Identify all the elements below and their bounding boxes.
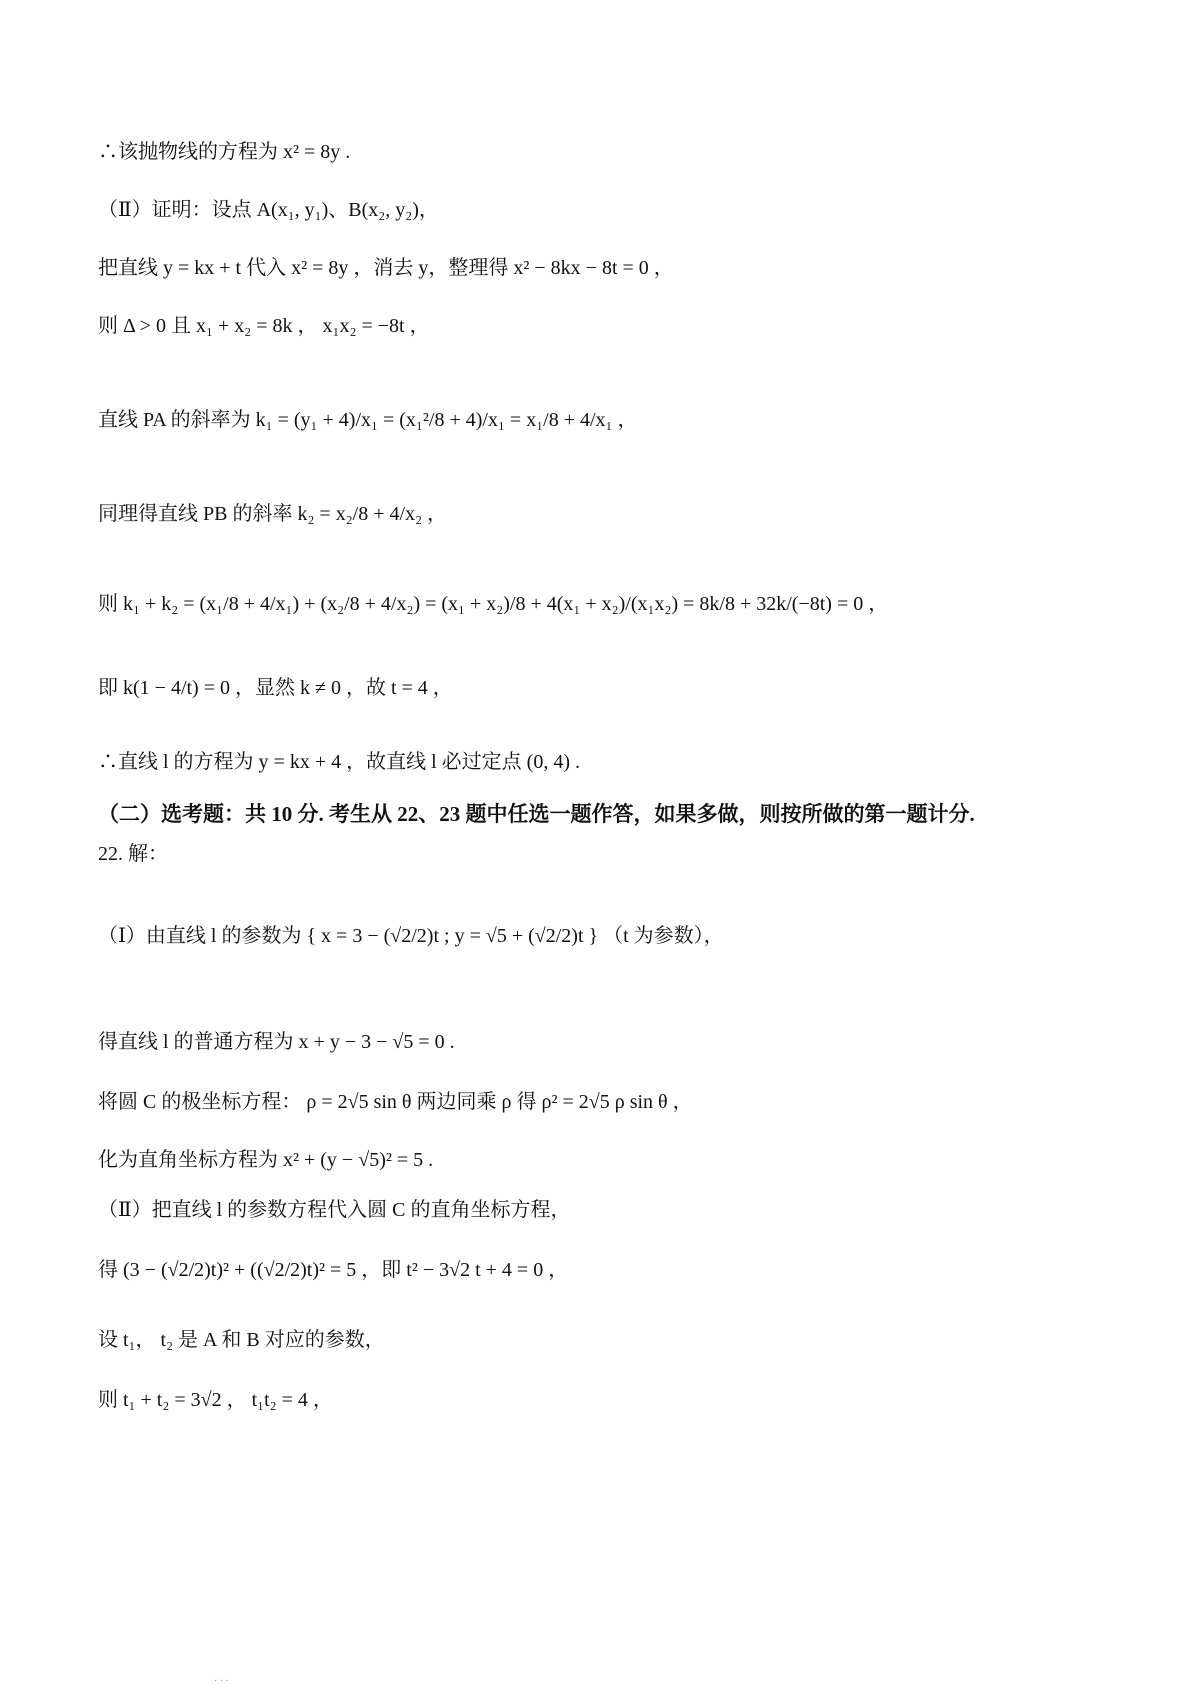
text-line: ∴直线 l 的方程为 y = kx + 4 ，故直线 l 必过定点 (0, 4) .	[98, 751, 580, 773]
text-line: 把直线 y = kx + t 代入 x² = 8y ，消去 y，整理得 x² − 8kx − 8t = 0 ，	[98, 257, 674, 279]
text-line: 则 Δ > 0 且 x₁ + x₂ = 8k ， x₁x₂ = −8t ，	[98, 315, 430, 337]
text-line: ∴该抛物线的方程为 x² = 8y .	[98, 141, 351, 163]
text-line: 同理得直线 PB 的斜率 k₂ = x₂/8 + 4/x₂ ，	[98, 503, 448, 525]
text-line: 即 k(1 − 4/t) = 0 ，显然 k ≠ 0 ，故 t = 4 ，	[98, 677, 453, 699]
footer-mark: · · ·	[214, 1676, 229, 1687]
section-heading: （二）选考题：共 10 分. 考生从 22、23 题中任选一题作答，如果多做，则按所做的第一题计分.	[98, 802, 975, 826]
text-line: 将圆 C 的极坐标方程： ρ = 2√5 sin θ 两边同乘 ρ 得 ρ² = 2√5 ρ sin θ ，	[98, 1091, 693, 1113]
text-line: 设 t₁， t₂ 是 A 和 B 对应的参数，	[98, 1329, 385, 1351]
text-line: 则 k₁ + k₂ = (x₁/8 + 4/x₁) + (x₂/8 + 4/x₂) = (x₁ + x₂)/8 + 4(x₁ + x₂)/(x₁x₂) = 8k/8 + 32k/(−8t) = 0 ，	[98, 593, 889, 615]
text-line: （Ⅱ）把直线 l 的参数方程代入圆 C 的直角坐标方程，	[98, 1199, 571, 1221]
text-line: （Ⅰ）由直线 l 的参数为 { x = 3 − (√2/2)t ; y = √5 + (√2/2)t } （t 为参数），	[98, 925, 724, 947]
text-line: 得直线 l 的普通方程为 x + y − 3 − √5 = 0 .	[98, 1031, 455, 1053]
text-line: 则 t₁ + t₂ = 3√2 ， t₁t₂ = 4 ，	[98, 1389, 333, 1411]
text-line: 得 (3 − (√2/2)t)² + ((√2/2)t)² = 5 ，即 t² − 3√2 t + 4 = 0 ，	[98, 1259, 569, 1281]
text-line: 22. 解：	[98, 843, 168, 865]
text-line: 直线 PA 的斜率为 k₁ = (y₁ + 4)/x₁ = (x₁²/8 + 4)/x₁ = x₁/8 + 4/x₁ ，	[98, 409, 638, 431]
text-line: （Ⅱ）证明：设点 A(x₁, y₁)、B(x₂, y₂)，	[98, 199, 439, 221]
text-line: 化为直角坐标方程为 x² + (y − √5)² = 5 .	[98, 1149, 434, 1171]
